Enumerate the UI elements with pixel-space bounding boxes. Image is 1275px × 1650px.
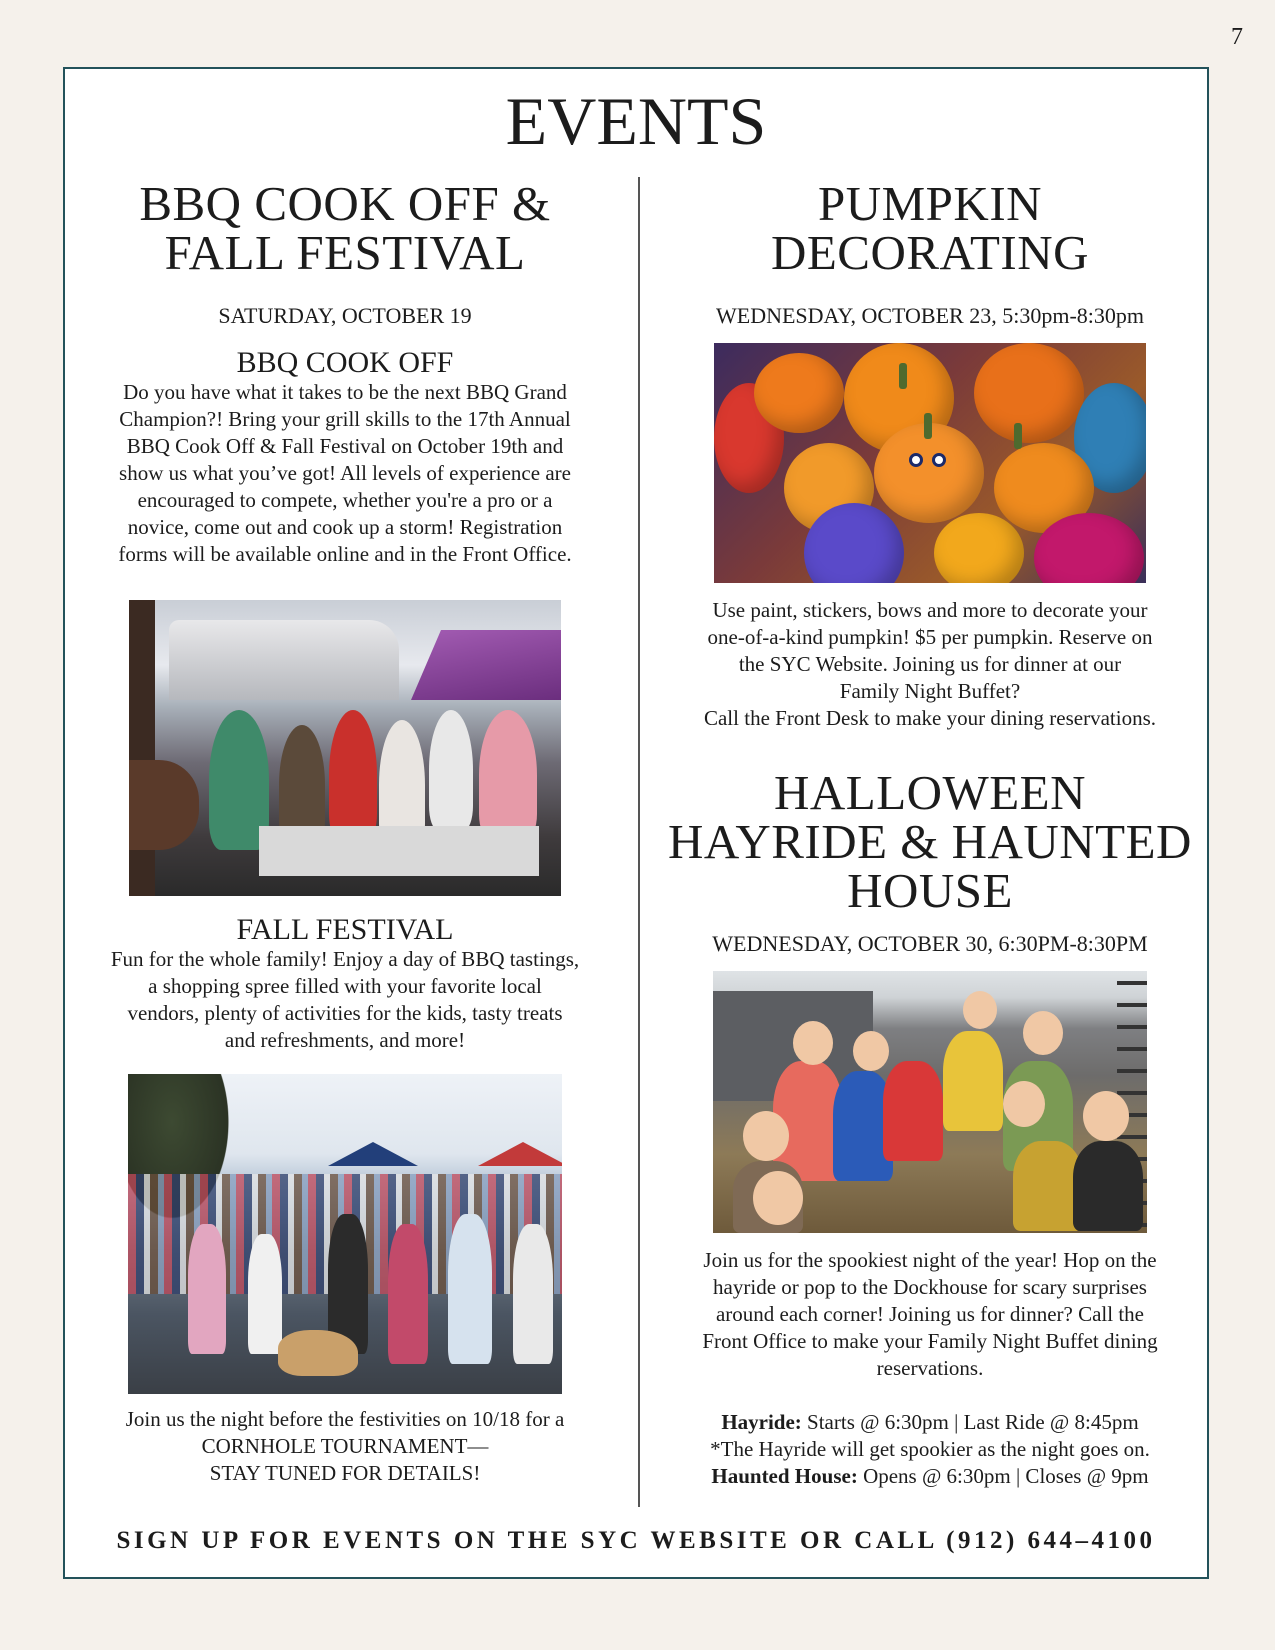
spookier-note: *The Hayride will get spookier as the night goes on.	[710, 1437, 1150, 1461]
text-line: CORNHOLE TOURNAMENT—	[201, 1434, 489, 1458]
halloween-heading-line2: HAYRIDE & HAUNTED	[668, 814, 1192, 869]
text-line: Family Night Buffet?	[839, 679, 1021, 703]
events-frame	[63, 67, 1209, 1579]
text-line: around each corner! Joining us for dinner? Call the	[715, 1302, 1145, 1326]
text-line: BBQ Cook Off & Fall Festival on October 19th and	[126, 434, 564, 458]
haunted-house-label: Haunted House:	[711, 1464, 858, 1488]
halloween-heading	[660, 765, 1200, 918]
text-line: Use paint, stickers, bows and more to decorate your	[712, 598, 1148, 622]
pumpkin-date: WEDNESDAY, OCTOBER 23, 5:30pm-8:30pm	[715, 303, 1144, 328]
bbq-festival-heading	[75, 176, 615, 280]
halloween-heading-line1: HALLOWEEN	[773, 765, 1087, 820]
hayride-times: Starts @ 6:30pm | Last Ride @ 8:45pm	[801, 1410, 1139, 1434]
text-line: Fun for the whole family! Enjoy a day of BBQ tastings,	[110, 947, 580, 971]
text-line: reservations.	[876, 1356, 984, 1380]
pumpkin-heading	[660, 176, 1200, 280]
text-line: novice, come out and cook up a storm! Registration	[127, 515, 563, 539]
right-column	[660, 177, 1200, 1490]
bbq-cookoff-text	[75, 379, 615, 568]
text-line: a shopping spree filled with your favorite local	[148, 974, 542, 998]
text-line: forms will be available online and in the Front Office.	[118, 542, 572, 566]
hayride-kids-photo	[713, 971, 1147, 1233]
text-line: vendors, plenty of activities for the kids, tasty treats	[127, 1001, 563, 1025]
bbq-heading-line2: FALL FESTIVAL	[164, 225, 526, 280]
halloween-date: WEDNESDAY, OCTOBER 30, 6:30PM-8:30PM	[712, 931, 1148, 956]
text-line: Join us the night before the festivities on 10/18 for a	[125, 1407, 565, 1431]
text-line: Champion?! Bring your grill skills to the 17th Annual	[119, 407, 571, 431]
pumpkin-heading-line2: DECORATING	[770, 225, 1090, 280]
text-line: encouraged to compete, whether you're a pro or a	[137, 488, 553, 512]
text-line: Front Office to make your Family Night Buffet dining	[702, 1329, 1158, 1353]
hayride-label: Hayride:	[721, 1410, 802, 1434]
fall-festival-text	[75, 946, 615, 1054]
hayride-schedule	[660, 1409, 1200, 1490]
bbq-cookoff-title: BBQ COOK OFF	[236, 346, 454, 379]
page-title: EVENTS	[505, 83, 767, 159]
bbq-heading-line1: BBQ COOK OFF &	[139, 176, 551, 231]
bbq-date: SATURDAY, OCTOBER 19	[218, 303, 472, 328]
halloween-heading-line3: HOUSE	[847, 863, 1013, 918]
text-line: Join us for the spookiest night of the year! Hop on the	[703, 1248, 1157, 1272]
text-line: hayride or pop to the Dockhouse for scary surprises	[713, 1275, 1147, 1299]
page-number: 7	[1231, 24, 1243, 50]
text-line: one-of-a-kind pumpkin! $5 per pumpkin. Reserve on	[707, 625, 1153, 649]
signup-footer: SIGN UP FOR EVENTS ON THE SYC WEBSITE OR CALL (912) 644–4100	[116, 1527, 1156, 1554]
painted-pumpkins-photo	[714, 343, 1146, 583]
halloween-text	[660, 1247, 1200, 1382]
text-line: show us what you’ve got! All levels of experience are	[119, 461, 571, 485]
text-line: Call the Front Desk to make your dining reservations.	[703, 706, 1156, 730]
fall-festival-title: FALL FESTIVAL	[236, 913, 454, 946]
text-line: STAY TUNED FOR DETAILS!	[209, 1461, 481, 1485]
text-line: Do you have what it takes to be the next BBQ Grand	[123, 380, 567, 404]
cornhole-text	[75, 1406, 615, 1487]
bbq-cookoff-photo	[129, 600, 561, 896]
text-line: and refreshments, and more!	[224, 1028, 466, 1052]
left-column	[75, 177, 615, 1487]
pumpkin-heading-line1: PUMPKIN	[817, 176, 1043, 231]
text-line: the SYC Website. Joining us for dinner at our	[738, 652, 1122, 676]
column-divider	[638, 177, 640, 1507]
pumpkin-text	[660, 597, 1200, 732]
fall-festival-photo	[128, 1074, 562, 1394]
haunted-house-times: Opens @ 6:30pm | Closes @ 9pm	[857, 1464, 1149, 1488]
